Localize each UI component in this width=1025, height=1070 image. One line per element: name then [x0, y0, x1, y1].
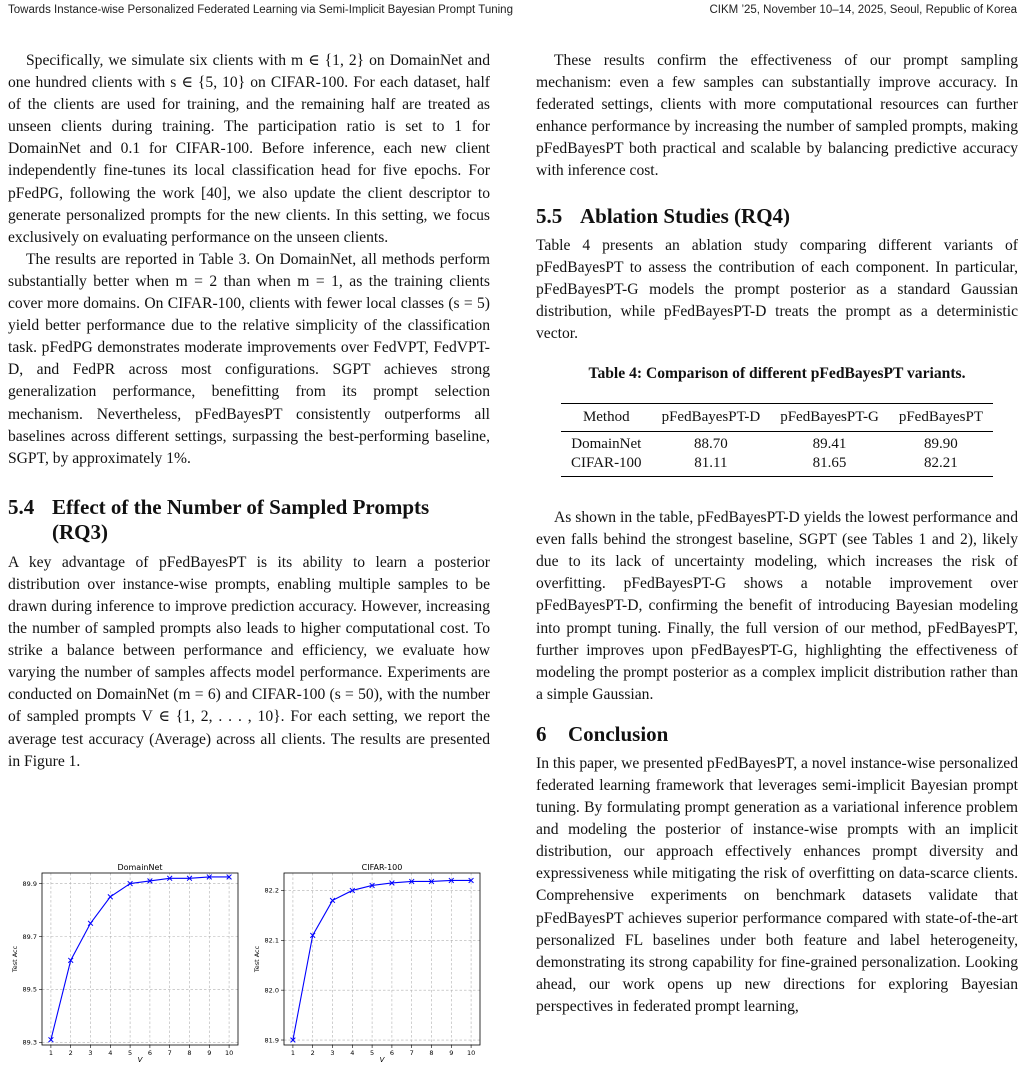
x-tick-label: 6 [389, 1049, 394, 1057]
x-tick-label: 3 [330, 1049, 335, 1057]
paragraph: As shown in the table, pFedBayesPT-D yields the lowest performance and even falls behind the strongest baseline, SGPT (see Tables 1 and 2), likely due to its lack of uncertainty modeling, which increases the risk of overfitting. pFedBayesPT-G shows a notable improvement over pFedBayesPT-D, confirming the benefit of introducing Bayesian modeling into prompt tuning. Finally, the full version of our method, pFedBayesPT, further improves upon pFedBayesPT-G, highlighting the effectiveness of modeling the prompt posterior as a complex implicit distribution rather than a simple Gaussian. [536, 509, 1018, 703]
results-table [561, 403, 993, 477]
x-tick-label: 6 [147, 1049, 152, 1057]
data-point [108, 894, 113, 899]
chart-title: DomainNet [117, 863, 163, 872]
paragraph: Specifically, we simulate six clients with m ∈ {1, 2} on DomainNet and one hundred clients with s ∈ {5, 10} on CIFAR-100. For each dataset, half of the clients are used for training, and the remaining half are treated as unseen clients during training. The participation ratio is set to 1 for DomainNet and 0.1 for CIFAR-100. Before inference, each new client independently fine-tunes its local classification head for five epochs. For pFedPG, following the work [40], we also update the client descriptor to generate personalized prompts for the new clients. In this setting, we focus exclusively on evaluating performance on the unseen clients. [8, 52, 490, 246]
table-header-cell: Method [561, 404, 652, 432]
y-tick-label: 89.9 [22, 879, 37, 888]
table-cell: 81.65 [770, 454, 889, 477]
y-tick-label: 89.3 [22, 1038, 37, 1047]
x-tick-label: 10 [224, 1049, 234, 1057]
x-tick-label: 8 [187, 1049, 192, 1057]
section-heading-6 [536, 722, 1018, 747]
chart-title: CIFAR-100 [361, 863, 403, 872]
table-header-cell: pFedBayesPT-G [770, 404, 889, 432]
paragraph: The results are reported in Table 3. On DomainNet, all methods perform substantially better when m = 2 than when m = 1, as the training clients cover more domains. On CIFAR-100, clients with fewer local classes (s = 5) yield better performance due to the relative simplicity of the classification task. pFedPG demonstrates moderate improvements over FedVPT, FedVPT-D, and FedPR across most configurations. SGPT achieves strong generalization performance, benefitting from its prompt selection mechanism. Nevertheless, pFedBayesPT consistently outperforms all baselines across different settings, surpassing the best-performing baseline, SGPT, by approximately 1%. [8, 250, 490, 467]
x-tick-label: 1 [48, 1049, 53, 1057]
x-tick-label: 8 [429, 1049, 434, 1057]
section-heading-5-4 [8, 495, 490, 545]
section-number: 5.5 [536, 203, 563, 228]
table-cell: 82.21 [889, 454, 993, 477]
table-cell: DomainNet [571, 436, 642, 453]
cifar100-line-chart [250, 862, 488, 1062]
paragraph: In this paper, we presented pFedBayesPT, a novel instance-wise personalized federated learning framework that leverages semi-implicit Bayesian prompt tuning. By formulating prompt generation as a variational inference problem and modeling the posterior of instance-wise prompts with an implicit distribution, our approach effectively enhances prompt diversity and expressiveness while mitigating the risk of overfitting on data-scarce clients. Comprehensive experiments on benchmark datasets validate that pFedBayesPT achieves superior performance compared with state-of-the-art personalized FL baselines under both feature and label heterogeneity, demonstrating its strong capability for fine-grained personalization. Looking ahead, our work opens up new directions for exploring Bayesian perspectives in federated prompt learning, [536, 754, 1018, 1015]
x-tick-label: 5 [370, 1049, 375, 1057]
x-tick-label: 3 [88, 1049, 93, 1057]
y-tick-label: 89.7 [22, 932, 37, 941]
table-cell: 81.11 [652, 454, 771, 477]
section-number: 5.4 [8, 494, 35, 519]
x-tick-label: 4 [350, 1049, 355, 1057]
table-cell: 89.41 [812, 436, 847, 453]
table-row [561, 432, 993, 455]
table-cell: CIFAR-100 [561, 454, 652, 477]
table-cell: 89.90 [924, 436, 958, 453]
running-header [8, 4, 1017, 20]
paragraph: These results confirm the effectiveness of our prompt sampling mechanism: even a few samples can substantially improve accuracy. In federated settings, clients with more computational resources can further enhance performance by increasing the number of sampled prompts, making pFedBayesPT both practical and scalable by balancing predictive accuracy with inference cost. [536, 52, 1018, 180]
x-tick-label: 4 [108, 1049, 113, 1057]
table-row [561, 454, 993, 477]
section-title: Effect of the Number of Sampled Prompts (RQ3) [52, 494, 430, 544]
y-tick-label: 82.1 [264, 936, 279, 945]
table-cell: 88.70 [694, 436, 728, 453]
table-header-row [561, 404, 993, 432]
x-tick-label: 2 [68, 1049, 73, 1057]
x-tick-label: 9 [449, 1049, 454, 1057]
y-axis-label: Test Acc [253, 945, 261, 973]
domainnet-line-chart [8, 862, 246, 1062]
y-axis-label: Test Acc [11, 945, 19, 973]
x-tick-label: 5 [128, 1049, 133, 1057]
y-tick-label: 81.9 [264, 1036, 279, 1045]
x-tick-label: 10 [466, 1049, 476, 1057]
x-tick-label: 2 [310, 1049, 315, 1057]
section-heading-5-5 [536, 204, 1018, 229]
x-tick-label: 7 [409, 1049, 414, 1057]
x-axis-label: V [379, 1056, 385, 1062]
y-tick-label: 82.2 [264, 886, 279, 895]
paragraph: Table 4 presents an ablation study comparing different variants of pFedBayesPT to assess the contribution of each component. In particular, pFedBayesPT-G models the prompt posterior as a standard Gaussian distribution, while pFedBayesPT-D treats the prompt as a deterministic vector. [536, 236, 1018, 342]
table-header-cell: pFedBayesPT [889, 404, 993, 432]
x-tick-label: 7 [167, 1049, 172, 1057]
table-caption: Table 4: Comparison of different pFedBayesPT variants. [588, 365, 966, 383]
series-line [51, 877, 229, 1040]
x-tick-label: 1 [290, 1049, 295, 1057]
plot-frame [284, 873, 480, 1045]
section-title: Conclusion [568, 721, 669, 746]
figure-1 [8, 862, 490, 1062]
right-column [536, 50, 1018, 1018]
header-paper-title: Towards Instance-wise Personalized Federated Learning via Semi-Implicit Bayesian Prompt Tuning [8, 4, 513, 16]
header-venue: CIKM ’25, November 10–14, 2025, Seoul, Republic of Korea [709, 4, 1017, 16]
section-title: Ablation Studies (RQ4) [580, 203, 791, 228]
table-header-cell: pFedBayesPT-D [652, 404, 771, 432]
y-tick-label: 82.0 [264, 986, 279, 995]
section-number: 6 [536, 721, 547, 746]
paragraph: A key advantage of pFedBayesPT is its ability to learn a posterior distribution over instance-wise prompts, enabling multiple samples to be drawn during inference to improve prediction accuracy. However, increasing the number of sampled prompts also leads to higher computational cost. To strike a balance between performance and efficiency, we evaluate how varying the number of samples affects model performance. Experiments are conducted on DomainNet (m = 6) and CIFAR-100 (s = 50), with the number of sampled prompts V ∈ {1, 2, . . . , 10}. For each setting, we report the average test accuracy (Average) across all clients. The results are presented in Figure 1. [8, 553, 490, 770]
y-tick-label: 89.5 [22, 985, 37, 994]
series-line [293, 880, 471, 1040]
x-axis-label: V [137, 1056, 143, 1062]
left-column [8, 50, 490, 773]
x-tick-label: 9 [207, 1049, 212, 1057]
